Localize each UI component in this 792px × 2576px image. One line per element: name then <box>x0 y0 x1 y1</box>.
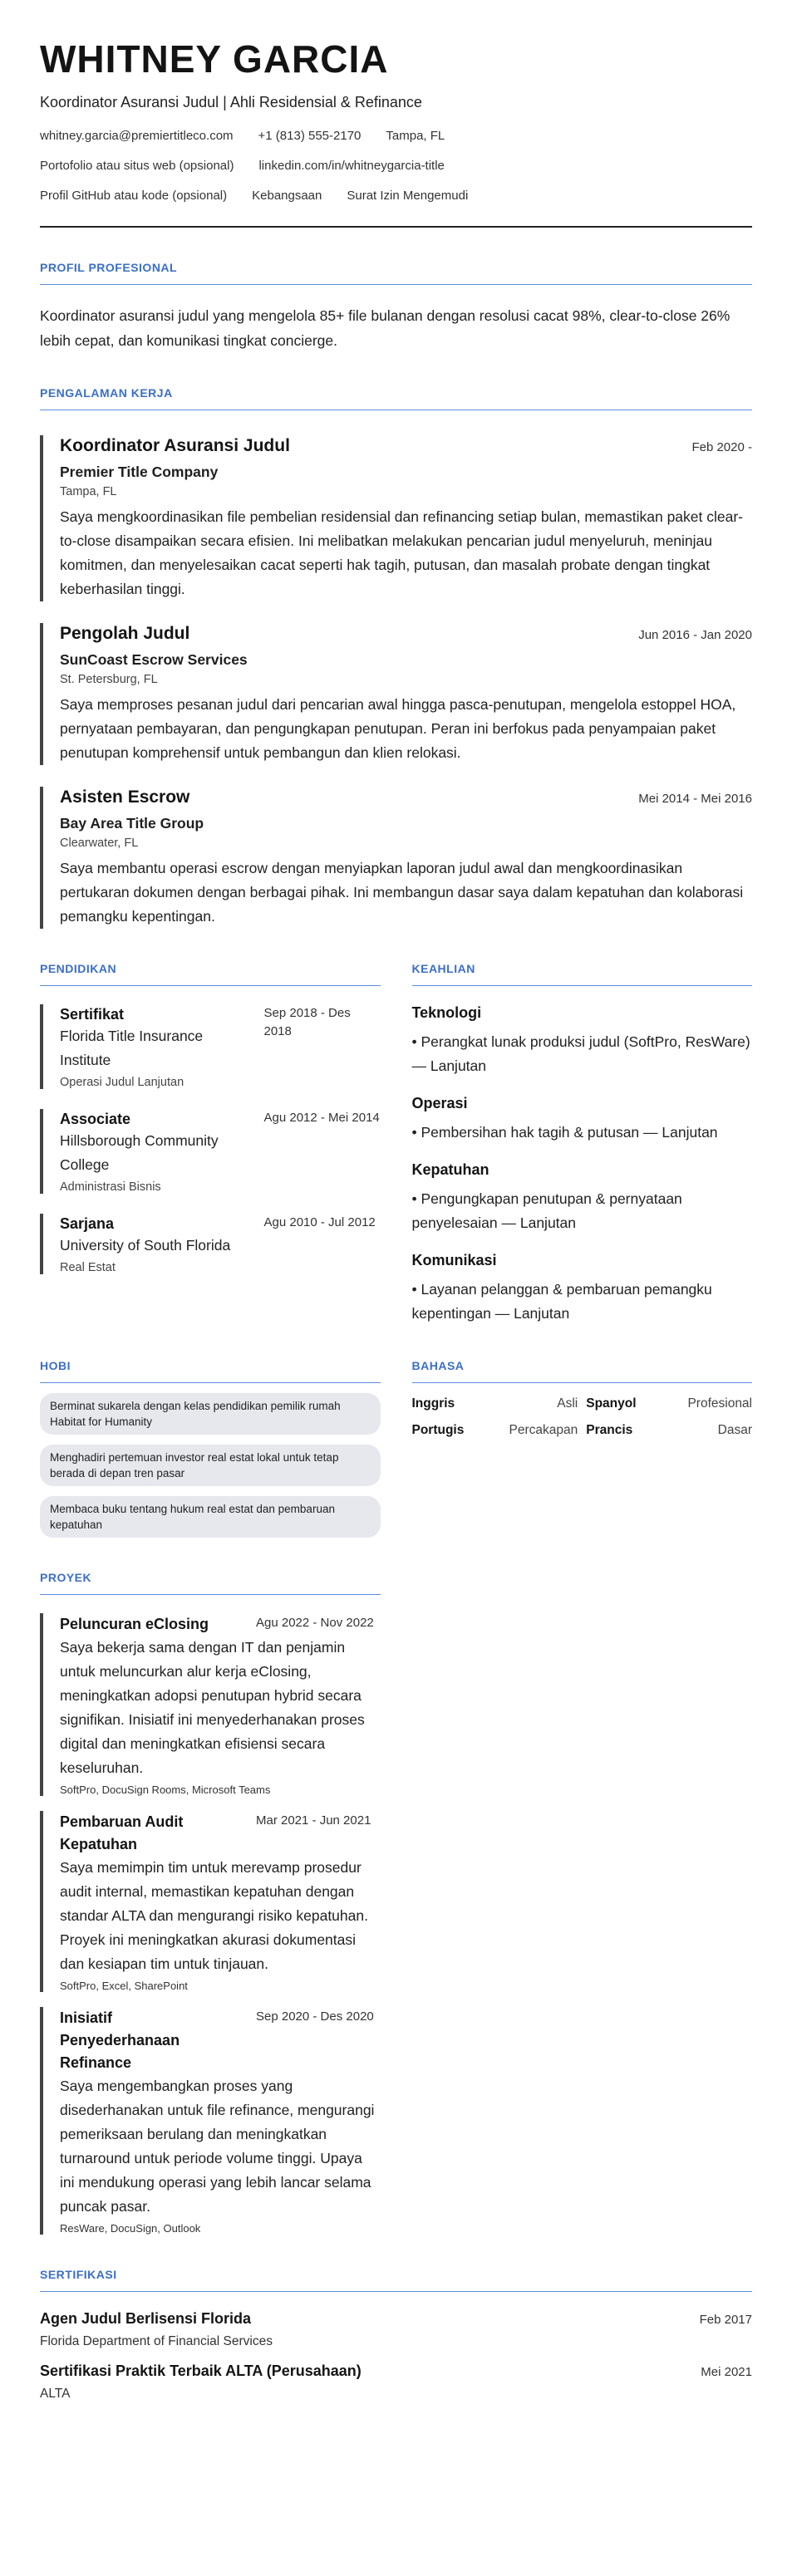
job-company: Bay Area Title Group <box>60 815 204 832</box>
education-entry <box>40 1109 381 1194</box>
field-of-study: Operasi Judul Lanjutan <box>60 1076 184 1089</box>
education-dates: Agu 2010 - Jul 2012 <box>263 1215 376 1229</box>
contact-row <box>40 128 752 145</box>
project-name: Peluncuran eClosing <box>60 1616 209 1632</box>
education-entry <box>40 1004 381 1089</box>
header-divider <box>40 226 752 228</box>
skills-section <box>412 962 753 1326</box>
skill-group <box>412 1161 753 1235</box>
certification-entry <box>40 2363 752 2402</box>
resume-header <box>40 37 752 228</box>
job-company: SunCoast Escrow Services <box>60 651 248 668</box>
project-description: Saya mengembangkan proses yang disederhanakan untuk file refinance, mengurangi pemeriksaan berulang dan meningkatkan turnaround untuk periode volume tinggi. Upaya ini mendukung operasi yang lebih lancar selama puncak pasar. <box>60 2078 375 2215</box>
certification-issuer: ALTA <box>40 2387 71 2401</box>
skill-item: • Perangkat lunak produksi judul (SoftPro, ResWare) — Lanjutan <box>411 1033 750 1074</box>
project-name: Inisiatif Penyederhanaan Refinance <box>60 2009 180 2071</box>
project-entry <box>40 1811 381 1992</box>
section-title: HOBI <box>40 1359 381 1383</box>
hobbies-section <box>40 1359 381 1538</box>
project-tools: SoftPro, Excel, SharePoint <box>60 1980 188 1992</box>
certification-entry <box>40 2310 752 2349</box>
language-item <box>412 1423 578 1438</box>
language-name: Spanyol <box>586 1396 637 1411</box>
candidate-name: WHITNEY GARCIA <box>40 37 389 81</box>
certification-name: Sertifikasi Praktik Terbaik ALTA (Perusahaan) <box>40 2363 362 2379</box>
education-section <box>40 962 381 1326</box>
field-of-study: Administrasi Bisnis <box>60 1180 161 1194</box>
job-location: St. Petersburg, FL <box>60 673 158 686</box>
section-title: PROYEK <box>40 1571 381 1595</box>
projects-row <box>40 1571 752 2235</box>
job-role: Pengolah Judul <box>60 624 190 643</box>
summary-text: Koordinator asuransi judul yang mengelola 85+ file bulanan dengan resolusi cacat 98%, clear-to-close 26% lebih cepat, dan komunikasi tingkat concierge. <box>40 307 731 349</box>
skill-group <box>412 1004 753 1078</box>
experience-entry <box>40 787 752 929</box>
project-entry <box>40 1613 381 1796</box>
skill-item: • Pengungkapan penutupan & pernyataan penyelesaian — Lanjutan <box>411 1190 682 1231</box>
hobby-chip: Membaca buku tentang hukum real estat dan pembaruan kepatuhan <box>40 1496 381 1538</box>
experience-entry <box>40 623 752 765</box>
hobbies-languages-row <box>40 1359 752 1538</box>
skill-item: • Pembersihan hak tagih & putusan — Lanjutan <box>411 1124 718 1141</box>
project-tools: SoftPro, DocuSign Rooms, Microsoft Teams <box>60 1784 271 1796</box>
languages-section <box>412 1359 753 1538</box>
skill-category: Kepatuhan <box>411 1161 489 1178</box>
field-of-study: Real Estat <box>60 1261 116 1274</box>
language-level: Asli <box>557 1396 578 1411</box>
portfolio-link: Portofolio atau situs web (opsional) <box>40 159 234 173</box>
job-description: Saya mengkoordinasikan file pembelian residensial dan refinancing setiap bulan, memastikan paket clear-to-close disampaikan secara efisien. Ini melibatkan melakukan pencarian judul menyeluruh, meninjau komitmen, dan menyelesaikan cacat seperti hak tagih, putusan, dan masalah probate dengan tingkat keberhasilan tinggi. <box>60 508 743 597</box>
github-link: Profil GitHub atau kode (opsional) <box>40 189 228 203</box>
summary-section <box>40 261 752 353</box>
language-name: Portugis <box>411 1423 465 1437</box>
job-description: Saya membantu operasi escrow dengan menyiapkan laporan judul awal dan mengkoordinasikan pertukaran dokumen dengan berbagai pihak. Ini membangun dasar saya dalam kepatuhan dan kolaborasi pemangku kepentingan. <box>60 860 744 925</box>
language-name: Prancis <box>586 1423 633 1437</box>
degree: Sertifikat <box>60 1006 125 1023</box>
education-entry <box>40 1214 381 1274</box>
language-name: Inggris <box>411 1396 455 1411</box>
language-item <box>586 1396 752 1411</box>
contact-row <box>40 188 752 204</box>
experience-entry <box>40 435 752 601</box>
language-level: Profesional <box>687 1396 752 1411</box>
email-link[interactable]: whitney.garcia@premiertitleco.com <box>40 129 234 143</box>
section-title: PROFIL PROFESIONAL <box>40 261 752 285</box>
projects-section <box>40 1571 381 2235</box>
section-title: PENGALAMAN KERJA <box>40 386 752 410</box>
phone-number: +1 (813) 555-2170 <box>258 129 362 143</box>
certification-date: Mei 2021 <box>701 2365 752 2379</box>
experience-section <box>40 386 752 929</box>
degree: Sarjana <box>60 1215 115 1232</box>
hobby-chip: Berminat sukarela dengan kelas pendidikan pemilik rumah Habitat for Humanity <box>40 1393 381 1435</box>
education-dates: Sep 2018 - Des 2018 <box>263 1006 351 1038</box>
job-dates: Mei 2014 - Mei 2016 <box>638 792 752 806</box>
section-title: KEAHLIAN <box>412 962 753 986</box>
section-title: PENDIDIKAN <box>40 962 381 986</box>
project-dates: Sep 2020 - Des 2020 <box>256 2009 374 2024</box>
degree: Associate <box>60 1111 131 1127</box>
project-entry <box>40 2007 381 2235</box>
contact-row <box>40 158 752 174</box>
job-location: Clearwater, FL <box>60 837 139 850</box>
language-level: Percakapan <box>509 1423 578 1437</box>
skill-category: Operasi <box>411 1095 468 1111</box>
nationality: Kebangsaan <box>252 189 322 203</box>
section-title: SERTIFIKASI <box>40 2268 752 2292</box>
education-dates: Agu 2012 - Mei 2014 <box>263 1111 380 1125</box>
certifications-section <box>40 2268 752 2402</box>
school: Florida Title Insurance Institute <box>60 1028 204 1068</box>
driving-license: Surat Izin Mengemudi <box>347 189 469 203</box>
skill-item: • Layanan pelanggan & pembaruan pemangku kepentingan — Lanjutan <box>411 1281 712 1322</box>
skill-group <box>412 1095 753 1145</box>
location: Tampa, FL <box>386 129 445 143</box>
skill-group <box>412 1252 753 1326</box>
certification-issuer: Florida Department of Financial Services <box>40 2334 273 2348</box>
certification-name: Agen Judul Berlisensi Florida <box>40 2310 252 2327</box>
candidate-title: Koordinator Asuransi Judul | Ahli Residensial & Refinance <box>40 94 422 110</box>
project-description: Saya bekerja sama dengan IT dan penjamin untuk meluncurkan alur kerja eClosing, meningkatkan adopsi penutupan hybrid secara signifikan. Inisiatif ini menyederhanakan proses digital dan meningkatkan efisiensi secara keseluruhan. <box>60 1639 365 1776</box>
job-dates: Feb 2020 - <box>691 440 752 454</box>
school: Hillsborough Community College <box>60 1132 219 1173</box>
skill-category: Teknologi <box>411 1004 482 1021</box>
job-role: Koordinator Asuransi Judul <box>60 436 290 455</box>
language-item <box>586 1423 752 1438</box>
language-level: Dasar <box>717 1423 752 1437</box>
section-title: BAHASA <box>412 1359 753 1383</box>
language-item <box>412 1396 578 1411</box>
job-role: Asisten Escrow <box>60 788 190 807</box>
project-dates: Agu 2022 - Nov 2022 <box>256 1616 374 1630</box>
certification-date: Feb 2017 <box>699 2313 752 2327</box>
project-tools: ResWare, DocuSign, Outlook <box>60 2222 201 2235</box>
project-description: Saya memimpin tim untuk merevamp prosedur audit internal, memastikan kepatuhan dengan standar ALTA dan mengurangi risiko kepatuhan. Proyek ini meningkatkan akurasi dokumentasi dan kesiapan tim untuk tinjauan. <box>60 1859 368 1972</box>
job-company: Premier Title Company <box>60 464 219 480</box>
hobby-chip: Menghadiri pertemuan investor real estat lokal untuk tetap berada di depan tren pasar <box>40 1445 381 1486</box>
school: University of South Florida <box>60 1237 231 1254</box>
project-name: Pembaruan Audit Kepatuhan <box>60 1813 184 1852</box>
linkedin-link[interactable]: linkedin.com/in/whitneygarcia-title <box>258 159 445 173</box>
job-location: Tampa, FL <box>60 485 117 498</box>
job-description: Saya memproses pesanan judul dari pencarian awal hingga pasca-penutupan, mengelola estoppel HOA, pernyataan pembayaran, dan pengungkapan penutupan. Peran ini berfokus pada penyampaian paket penutupan komprehensif untuk pembangun dan klien relokasi. <box>60 696 736 761</box>
project-dates: Mar 2021 - Jun 2021 <box>256 1813 371 1828</box>
skill-category: Komunikasi <box>411 1252 497 1268</box>
education-skills-row <box>40 962 752 1326</box>
job-dates: Jun 2016 - Jan 2020 <box>638 628 752 642</box>
